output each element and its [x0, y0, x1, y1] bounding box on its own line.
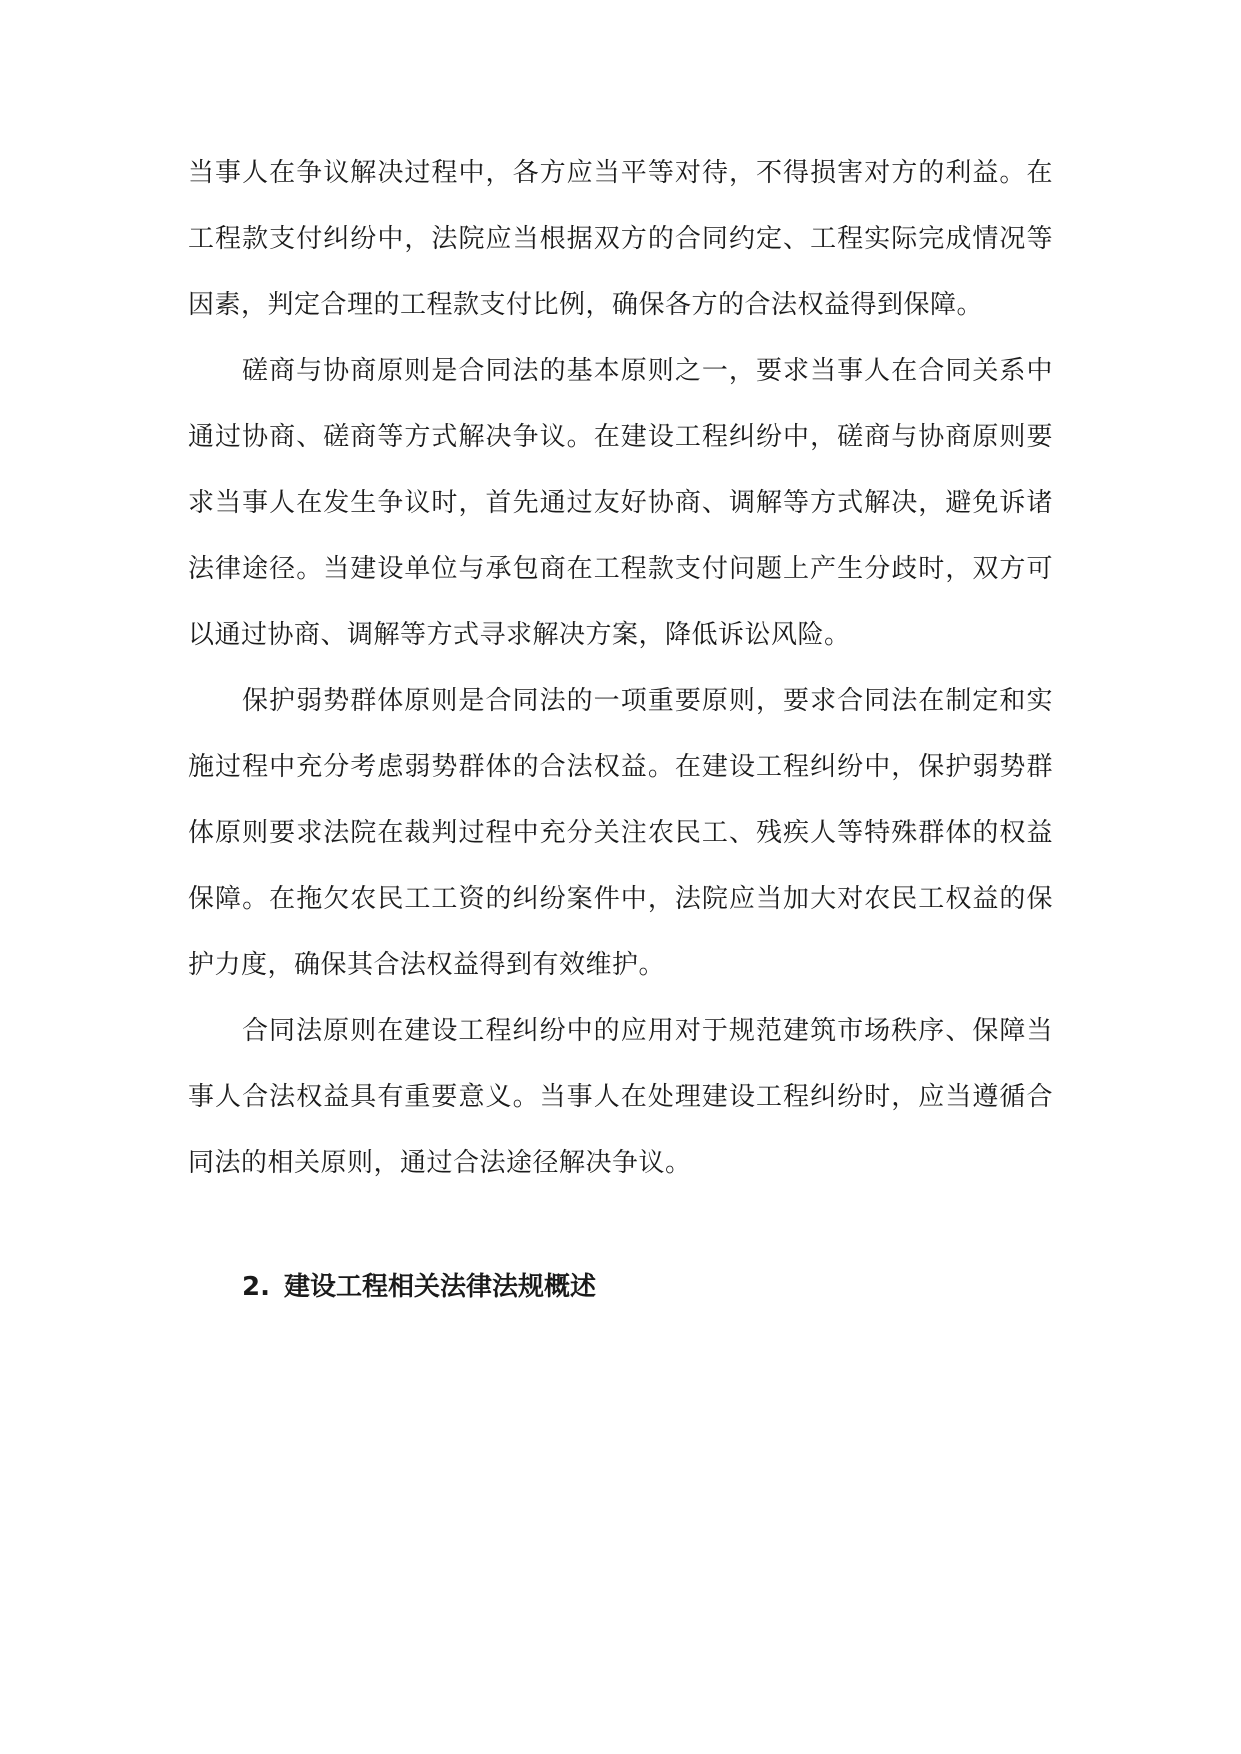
section-title: 建设工程相关法律法规概述 [283, 1272, 596, 1302]
body-paragraph-2: 磋商与协商原则是合同法的基本原则之一，要求当事人在合同关系中通过协商、磋商等方式解决争议。在建设工程纠纷中，磋商与协商原则要求当事人在发生争议时，首先通过友好协商、调解等方式解决，避免诉诸法律途径。当建设单位与承包商在工程款支付问题上产生分歧时，双方可以通过协商、调解等方式寻求解决方案，降低诉讼风险。 [188, 356, 1053, 650]
section-number: 2. [242, 1272, 270, 1302]
section-heading [188, 1254, 1053, 1320]
body-paragraph-4: 合同法原则在建设工程纠纷中的应用对于规范建筑市场秩序、保障当事人合法权益具有重要意义。当事人在处理建设工程纠纷时，应当遵循合同法的相关原则，通过合法途径解决争议。 [188, 1016, 1053, 1178]
body-paragraph-1: 当事人在争议解决过程中，各方应当平等对待，不得损害对方的利益。在工程款支付纠纷中，法院应当根据双方的合同约定、工程实际完成情况等因素，判定合理的工程款支付比例，确保各方的合法权益得到保障。 [188, 158, 1053, 320]
body-paragraph-3: 保护弱势群体原则是合同法的一项重要原则，要求合同法在制定和实施过程中充分考虑弱势群体的合法权益。在建设工程纠纷中，保护弱势群体原则要求法院在裁判过程中充分关注农民工、残疾人等特殊群体的权益保障。在拖欠农民工工资的纠纷案件中，法院应当加大对农民工权益的保护力度，确保其合法权益得到有效维护。 [188, 686, 1053, 980]
document-body [188, 140, 1053, 1320]
